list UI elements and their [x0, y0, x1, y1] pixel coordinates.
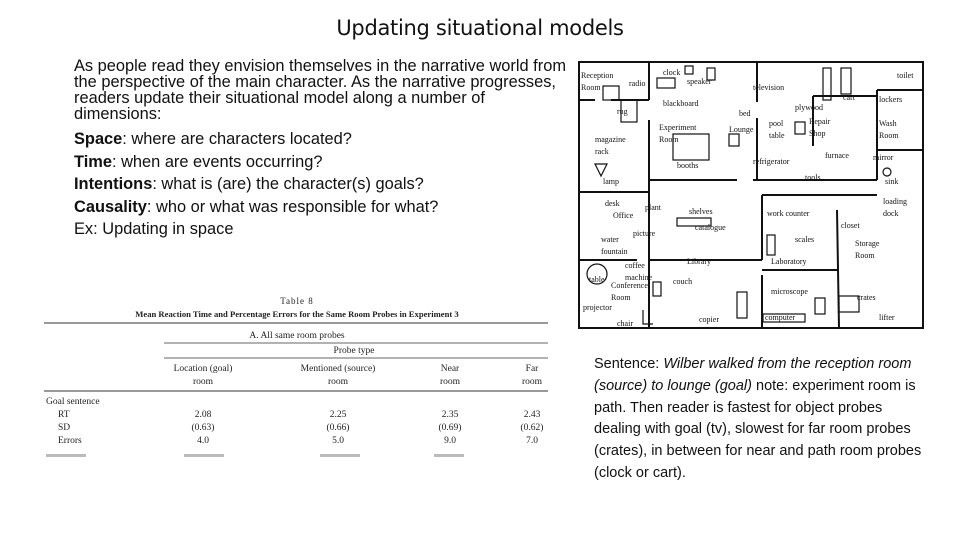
label-repair: Repair [809, 117, 831, 126]
label-lockers: lockers [879, 95, 903, 104]
cell: (0.69) [438, 423, 462, 433]
cell: 7.0 [526, 436, 538, 446]
col-header-sub: room [439, 377, 461, 387]
label-tools: tools [805, 173, 821, 182]
label-wash: Wash [879, 119, 897, 128]
label-picture: picture [633, 229, 656, 238]
dimension-time [74, 151, 574, 174]
dimension-term: Time [74, 152, 112, 171]
label-wash-room: Room [879, 131, 899, 140]
label-clock: clock [663, 68, 681, 77]
label-closet: closet [841, 221, 860, 230]
slide-title: Updating situational models [336, 16, 624, 40]
body-text [74, 58, 574, 241]
dimension-text: : what is (are) the character(s) goals? [152, 175, 424, 193]
col-header-mentioned: Mentioned (source) [300, 364, 376, 374]
label-chair: chair [617, 319, 633, 328]
label-couch: couch [673, 277, 693, 286]
label-storage-room: Room [855, 251, 875, 260]
label-toilet: toilet [897, 71, 914, 80]
dimension-space [74, 128, 574, 151]
table-panel-label: A. All same room probes [249, 331, 345, 341]
table-section-label: Goal sentence [46, 397, 100, 407]
label-office: Office [613, 211, 634, 220]
label-projector: projector [583, 303, 612, 312]
label-radio: radio [629, 79, 646, 88]
label-microscope: microscope [771, 287, 808, 296]
cell: 2.08 [194, 410, 212, 420]
dimension-intentions [74, 173, 574, 196]
label-cart: cart [843, 93, 855, 102]
label-loading: loading [883, 197, 907, 206]
dimension-text: : who or what was responsible for what? [146, 197, 439, 216]
floor-plan [577, 60, 925, 330]
label-table: table [589, 275, 605, 284]
label-shelves: shelves [689, 207, 713, 216]
label-dock: dock [883, 209, 899, 218]
table-title: Table 8 [280, 296, 314, 306]
label-television: television [753, 83, 785, 92]
table-8 [44, 294, 550, 460]
label-booths: booths [677, 161, 699, 170]
dimension-text: : when are events occurring? [111, 152, 323, 171]
label-reception: Reception [581, 71, 614, 80]
label-lounge: Lounge [729, 125, 754, 134]
row-label: Errors [58, 436, 82, 446]
label-magazine: magazine [595, 135, 626, 144]
example-line: Ex: Updating in space [74, 220, 234, 238]
cell: (0.62) [520, 423, 544, 433]
label-conference-room: Room [611, 293, 631, 302]
cell: 9.0 [444, 436, 456, 446]
label-lamp: lamp [603, 177, 619, 186]
label-bed: bed [739, 109, 751, 118]
table-cut-off-row [46, 454, 464, 457]
label-desk: desk [605, 199, 620, 208]
cell: 2.43 [523, 410, 541, 420]
label-lifter: lifter [879, 313, 895, 322]
label-reception-room: Room [581, 83, 601, 92]
label-pool: pool [769, 119, 784, 128]
label-furnace: furnace [825, 151, 849, 160]
cell: 4.0 [197, 436, 209, 446]
table-row [58, 436, 538, 446]
dimension-term: Space [74, 130, 123, 148]
label-water: water [601, 235, 619, 244]
label-experiment-room: Room [659, 135, 679, 144]
label-laboratory: Laboratory [771, 257, 807, 266]
label-refrigerator: refrigerator [753, 157, 790, 166]
cell: (0.66) [326, 423, 350, 433]
table-row [58, 422, 543, 433]
cell: 2.35 [441, 410, 459, 420]
label-fountain: fountain [601, 247, 628, 256]
table-subtitle: Mean Reaction Time and Percentage Errors for the Same Room Probes in Experiment 3 [135, 309, 459, 319]
col-header-location: Location (goal) [173, 364, 233, 374]
label-blackboard: blackboard [663, 99, 699, 108]
label-crates: crates [857, 293, 876, 302]
label-conference: Conference [611, 281, 648, 290]
col-header-near: Near [440, 364, 460, 374]
col-header-sub: room [521, 377, 543, 387]
label-computer: computer [765, 313, 796, 322]
dimension-term: Causality [74, 197, 147, 216]
label-work-counter: work counter [767, 209, 810, 218]
label-library: Library [687, 257, 711, 266]
label-mirror: mirror [873, 153, 894, 162]
sentence-prefix: Sentence: [594, 356, 664, 372]
col-header-sub: room [192, 377, 214, 387]
dimension-causality [74, 196, 574, 219]
row-label: SD [58, 423, 71, 433]
label-storage: Storage [855, 239, 880, 248]
cell: (0.63) [191, 423, 215, 433]
label-repair-shop: Shop [809, 129, 826, 138]
dimension-term: Intentions [74, 175, 153, 193]
label-plant: plant [645, 203, 661, 212]
dimension-text: : where are characters located? [122, 130, 352, 148]
label-coffee: coffee [625, 261, 645, 270]
label-sink: sink [885, 177, 899, 186]
cell: 5.0 [332, 436, 344, 446]
label-copier: copier [699, 315, 719, 324]
label-rack: rack [595, 147, 609, 156]
label-experiment: Experiment [659, 123, 697, 132]
table-probe-type: Probe type [333, 346, 375, 356]
sentence-example: Wilber walked from the reception room (source) to lounge (goal) [594, 356, 912, 394]
label-pool-table: table [769, 131, 785, 140]
label-rug: rug [617, 107, 628, 116]
table-row [58, 410, 541, 420]
col-header-far: Far [525, 364, 539, 374]
label-catalogue: catalogue [695, 223, 726, 232]
cell: 2.25 [329, 410, 347, 420]
label-plywood: plywood [795, 103, 823, 112]
label-scales: scales [795, 235, 815, 244]
intro-paragraph: As people read they envision themselves in the narrative world from the perspective of the main character. As the narrative progresses, readers update their situational model along a number of dimensions: [74, 57, 566, 123]
sentence-explanation: note: experiment room is path. Then reader is fastest for object probes dealing with goal (tv), slowest for far room probes (crates), in between for near and path room probes (clock or cart). [594, 377, 922, 481]
label-machine: machine [625, 273, 653, 282]
row-label: RT [58, 410, 70, 420]
sentence-note [594, 354, 924, 485]
label-speaker: speaker [687, 77, 712, 86]
col-header-sub: room [327, 377, 349, 387]
